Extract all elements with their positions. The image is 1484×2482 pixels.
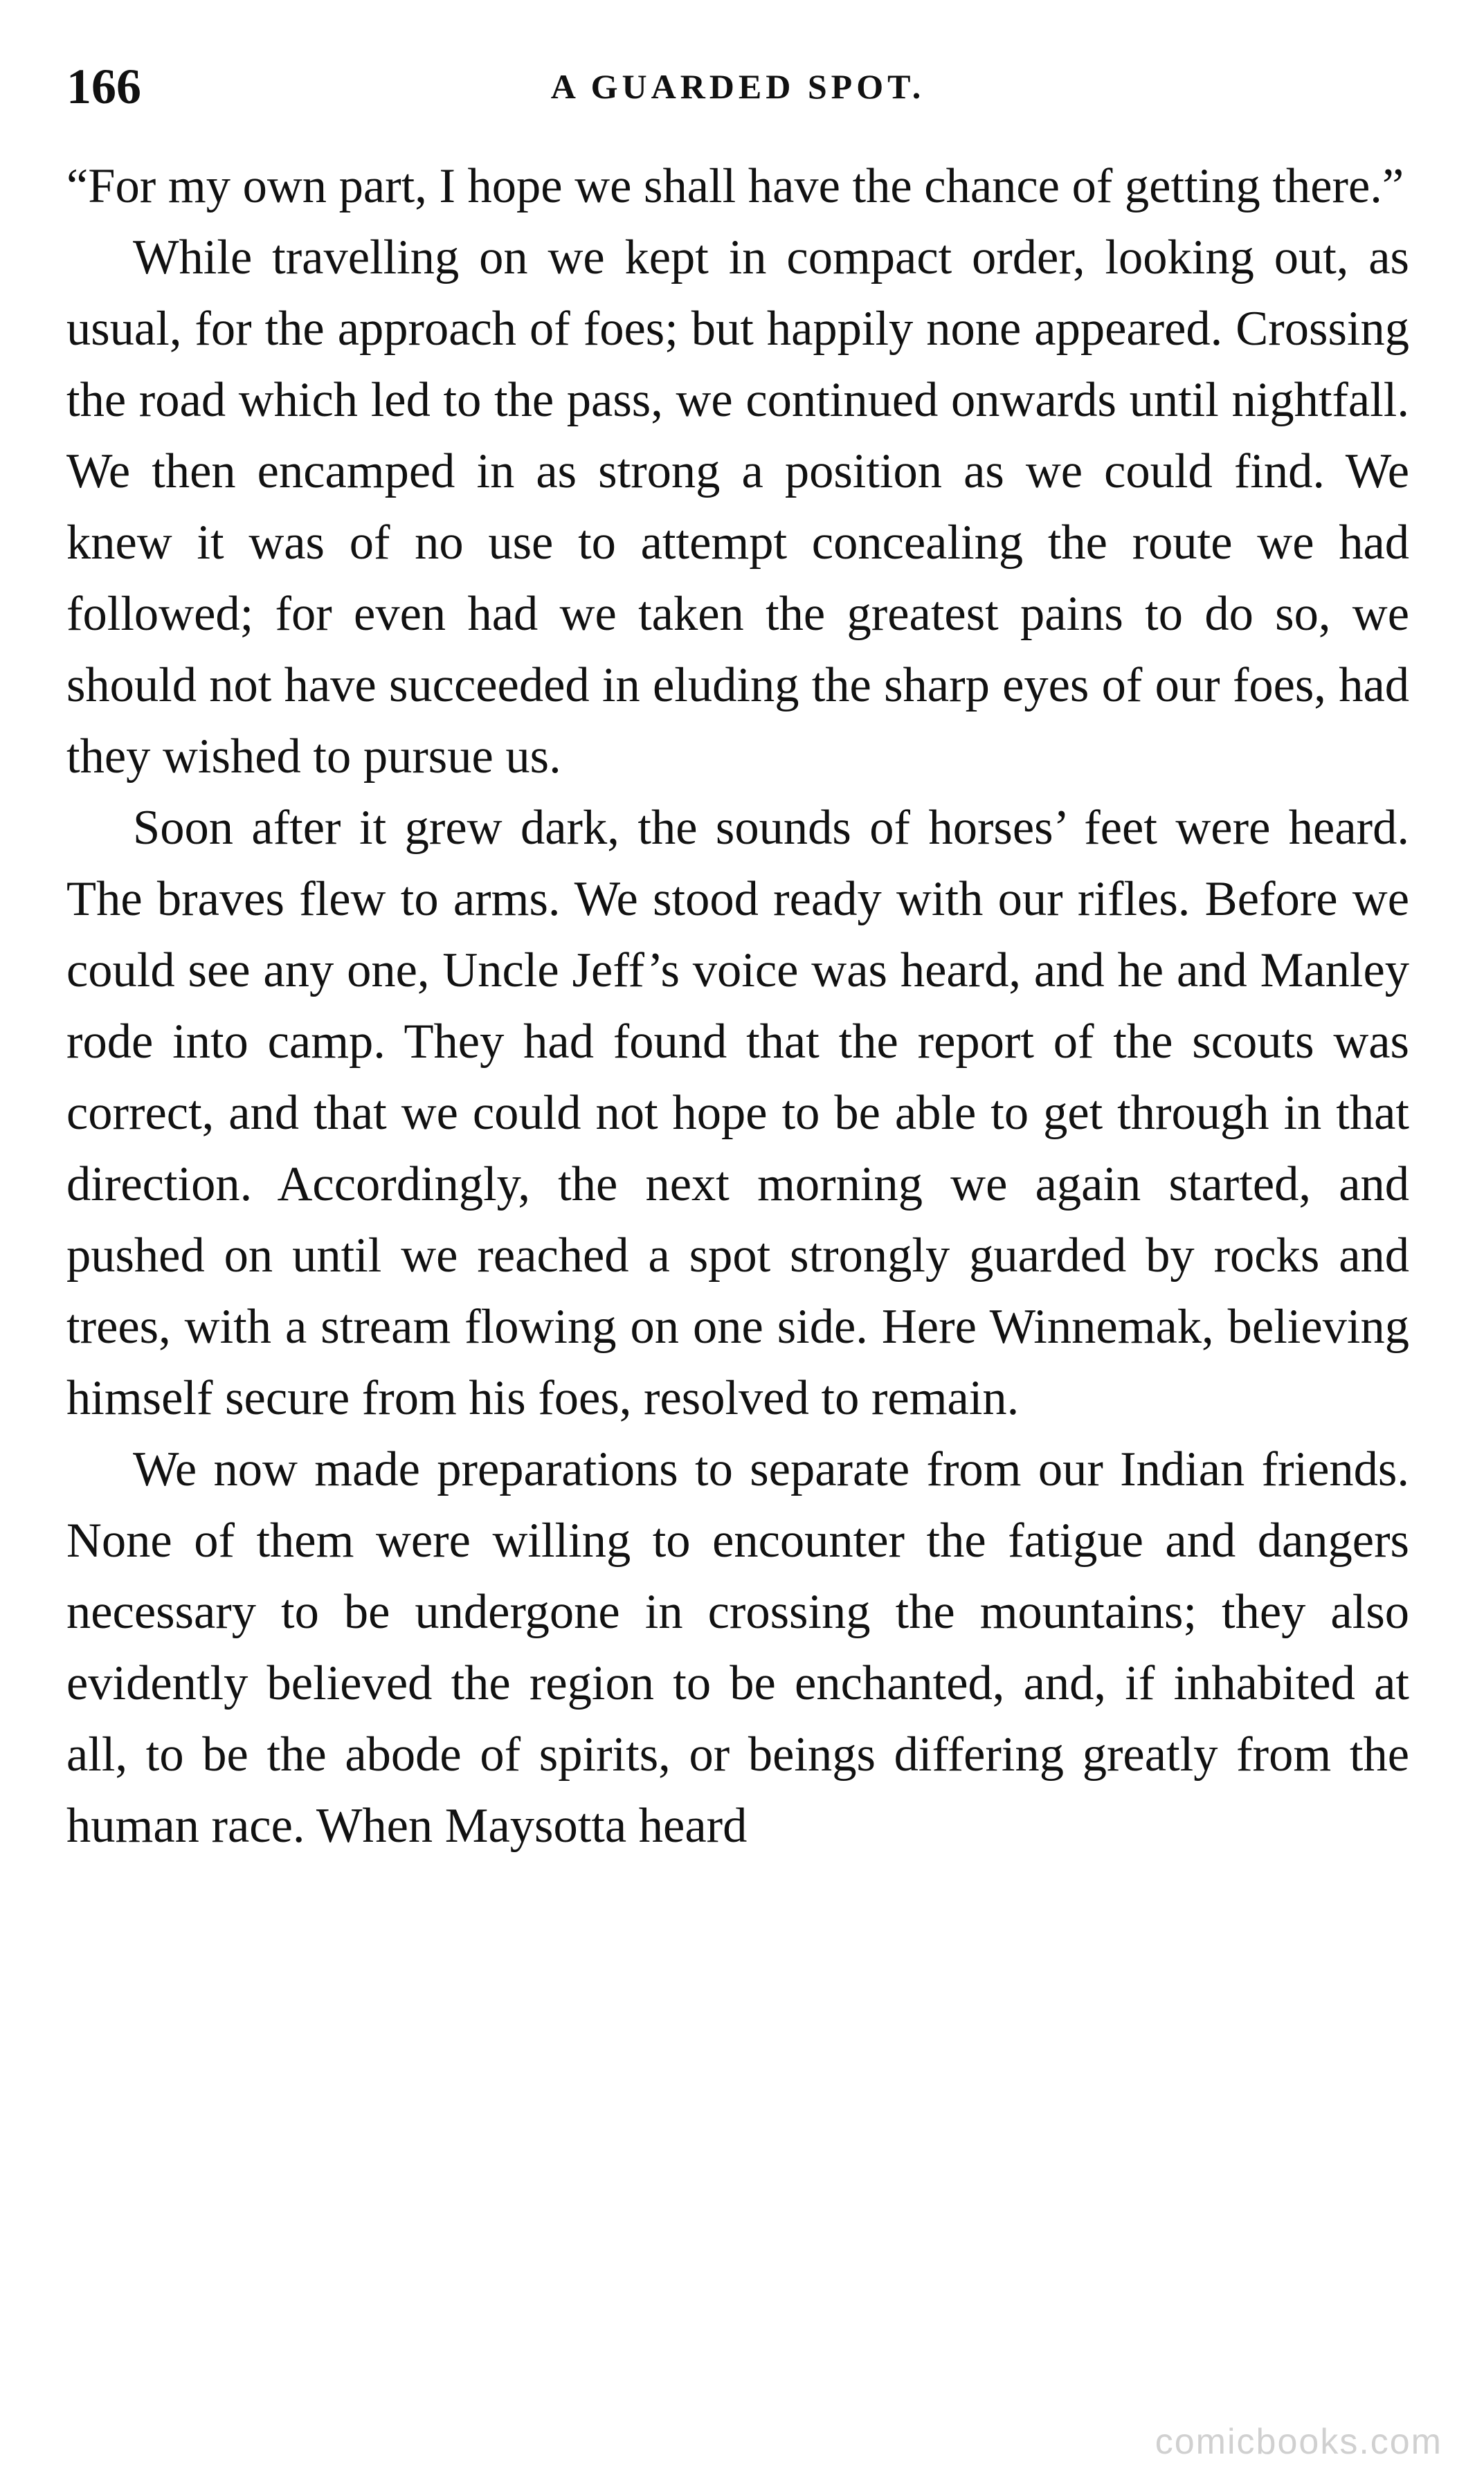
paragraph-3: Soon after it grew dark, the sounds of horses’ feet were heard. The braves flew to arms. We stood ready with our rifles. Before we could see any one, Uncle Jeff’s voice was heard, and he and Manley rode into camp. They had found that the report of the scouts was correct, and that we could not hope to be able to get through in that direction. Accordingly, the next morning we again started, and pushed on until we reached a spot strongly guarded by rocks and trees, with a stream flowing on one side. Here Winnemak, believing himself secure from his foes, resolved to remain. <box>66 801 1409 1425</box>
body-text <box>66 151 1409 1862</box>
page-number: 166 <box>66 59 141 114</box>
watermark: comicbooks.com <box>1155 2422 1442 2462</box>
running-header <box>66 48 1409 125</box>
paragraph-2: While travelling on we kept in compact order, looking out, as usual, for the approach of foes; but happily none appeared. Crossing the road which led to the pass, we continued onwards until nightfall. We then encamped in as strong a position as we could find. We knew it was of no use to attempt concealing the route we had followed; for even had we taken the greatest pains to do so, we should not have succeeded in eluding the sharp eyes of our foes, had they wished to pursue us. <box>66 230 1409 783</box>
running-title: A GUARDED SPOT. <box>550 67 925 106</box>
paragraph-4: We now made preparations to separate from our Indian friends. None of them were willing to encounter the fatigue and dangers necessary to be undergone in crossing the mountains; they also evidently believed the region to be enchanted, and, if inhabited at all, to be the abode of spirits, or beings differing greatly from the human race. When Maysotta heard <box>66 1442 1409 1853</box>
paragraph-1: “For my own part, I hope we shall have the chance of getting there.” <box>66 159 1404 213</box>
